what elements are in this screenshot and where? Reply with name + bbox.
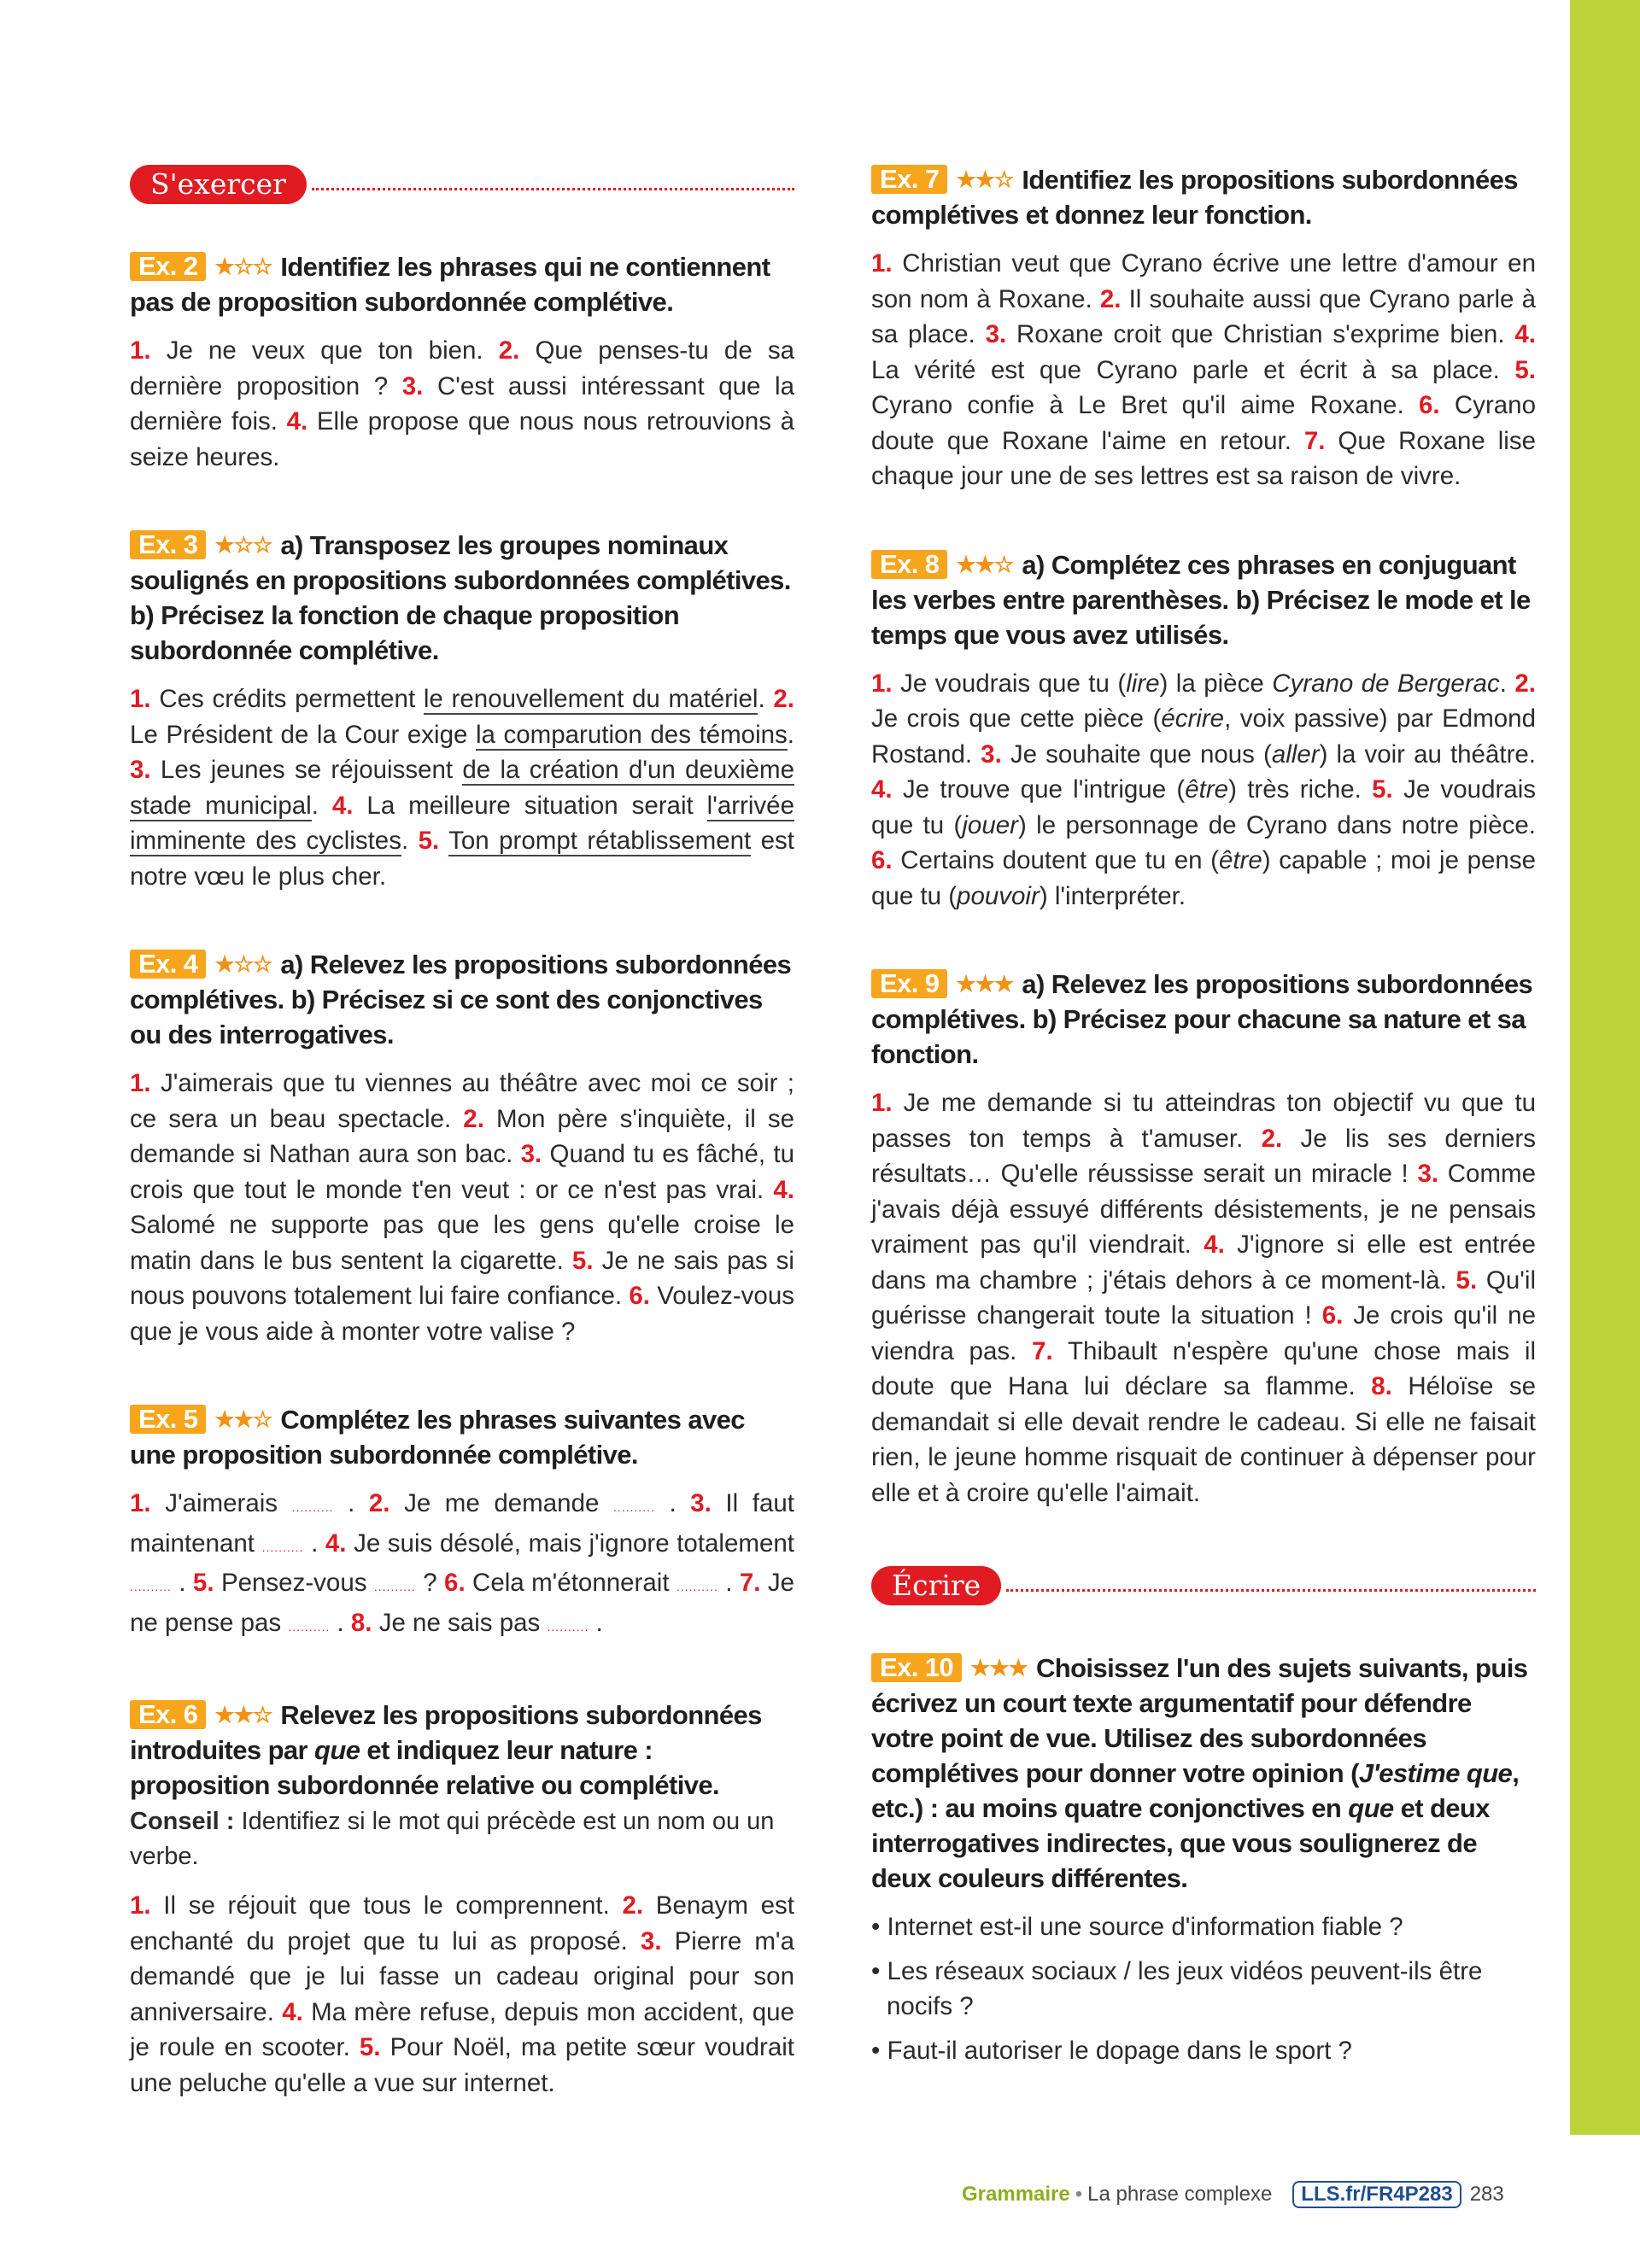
exercise-title (871, 967, 1536, 1072)
difficulty-stars-icon: ★☆☆ (214, 951, 272, 977)
exercise-title: Ex. 10 ★★★ Choisissez l'un des sujets suivants, puis écrivez un court texte argumentatif pour défendre votre point de vue. Utilisez des subordonnées complétives pour donner votre opinion (J'estime que, etc.) : au moins quatre conjonctives en que et deux interrogatives indirectes, que vous soulignerez de deux couleurs différentes. (871, 1652, 1528, 1893)
sentence: La vérité est que Cyrano parle et écrit à sa place. (871, 355, 1500, 384)
sentence: C'est aussi intéressant que la dernière fois. (130, 371, 795, 435)
exercise-badge: Ex. 7 (871, 165, 947, 194)
exercise-badge: Ex. 2 (130, 252, 206, 281)
exercise-title (130, 249, 794, 319)
page-footer (962, 2181, 1504, 2208)
list-item: • Faut-il autoriser le dopage dans le sport ? (871, 2033, 1536, 2069)
list-item: • Les réseaux sociaux / les jeux vidéos peuvent-ils être nocifs ? (871, 1954, 1536, 2025)
difficulty-stars-icon: ★★★ (956, 971, 1014, 997)
exercise-3 (130, 528, 794, 894)
blank-fill: .......... (612, 1500, 655, 1514)
difficulty-stars-icon: ★☆☆ (214, 532, 272, 558)
exercise-10 (871, 1651, 1536, 2068)
exercise-text: 1. Ces crédits permettent le renouvellement du matériel. 2. Le Président de la Cour exige la comparution des témoins. 3. Les jeunes se réjouissent de la création d'un deuxième stade municipal. 4. La meilleure situation serait l'arrivée imminente des cyclistes. 5. Ton prompt rétablissement est notre vœu le plus cher. (130, 685, 795, 891)
sentence: J'ignore si elle est entrée dans ma chambre ; j'étais dehors à ce moment-là. (871, 1230, 1536, 1295)
difficulty-stars-icon: ★★★ (970, 1655, 1028, 1681)
underlined-group: la comparution des témoins (475, 720, 788, 749)
section-dotted-rule (312, 188, 794, 190)
sentence: Qu'il guérisse changerait toute la situation ! (871, 1266, 1537, 1330)
blank-fill: .......... (373, 1580, 416, 1593)
left-column (130, 162, 794, 2154)
sentence: Il souhaite aussi que Cyrano parle à sa place. (871, 284, 1536, 348)
exercise-badge: Ex. 10 (871, 1653, 962, 1682)
sentence: Que Roxane lise chaque jour une de ses lettres est sa raison de vivre. (871, 426, 1536, 490)
sentence: Je ne veux que ton bien. (166, 336, 483, 365)
exercise-badge: Ex. 8 (871, 550, 947, 579)
exercise-7 (871, 162, 1536, 494)
exercise-badge: Ex. 4 (130, 950, 206, 979)
sentence: Il se réjouit que tous le comprennent. (163, 1891, 610, 1920)
sentence: Que penses-tu de sa dernière proposition ? (130, 336, 794, 400)
blank-fill: .......... (130, 1580, 172, 1593)
list-item: • Internet est-il une source d'information fiable ? (871, 1909, 1536, 1945)
sentence: Je crois qu'il ne viendra pas. (871, 1301, 1536, 1365)
footer-separator: • (1075, 2183, 1083, 2206)
exercise-title (130, 1402, 794, 1472)
blank-fill: .......... (261, 1540, 304, 1554)
exercise-badge: Ex. 3 (130, 530, 206, 559)
section-header-exercer (130, 162, 794, 207)
exercise-badge: Ex. 6 (130, 1700, 206, 1729)
exercise-instruction: a) Complétez ces phrases en conjuguant les verbes entre parenthèses. b) Précisez le mode et le temps que vous avez utilisés. (871, 549, 1531, 650)
exercise-title: Ex. 6 ★★☆ Relevez les propositions subordonnées introduites par que et indiquez leur nature : proposition subordonnée relative ou complétive. (130, 1699, 762, 1800)
sentence: Je lis ses derniers résultats… Qu'elle réussisse serait un miracle ! (871, 1124, 1536, 1188)
exercise-9 (871, 967, 1536, 1511)
exercise-text: 1. Je ne veux que ton bien. 2. Que penses-tu de sa dernière proposition ? 3. C'est aussi intéressant que la dernière fois. 4. Elle propose que nous nous retrouvions à seize heures. (130, 336, 795, 471)
underlined-group: le renouvellement du matériel (423, 685, 758, 713)
exercise-instruction: a) Relevez les propositions subordonnées complétives. b) Précisez pour chacune sa nature et sa fonction. (871, 969, 1533, 1069)
exercise-instruction: a) Transposez les groupes nominaux soulignés en propositions subordonnées complétives. b) Précisez la fonction de chaque proposition subordonnée complétive. (130, 530, 791, 665)
exercise-title (871, 162, 1536, 232)
sentence: Ma mère refuse, depuis mon accident, que je roule en scooter. (130, 1997, 794, 2061)
topic-list (871, 1909, 1536, 2068)
exercise-instruction: Identifiez les phrases qui ne contiennent pas de proposition subordonnée complétive. (130, 252, 770, 317)
difficulty-stars-icon: ★★☆ (956, 551, 1014, 577)
sentence: Quand tu es fâché, tu crois que tout le monde t'en veut : or ce n'est pas vrai. (130, 1140, 794, 1204)
sentence: Christian veut que Cyrano écrive une lettre d'amour en son nom à Roxane. (871, 249, 1536, 313)
sentence: Voulez-vous que je vous aide à monter votre valise ? (130, 1282, 794, 1346)
sentence: J'aimerais que tu viennes au théâtre avec moi ce soir ; ce sera un beau spectacle. (130, 1069, 794, 1133)
underlined-group: l'arrivée imminente des cyclistes (130, 791, 794, 855)
sentence: Benaym est enchanté du projet que tu lui as proposé. (130, 1891, 794, 1955)
exercise-text: 1. J'aimerais .......... . 2. Je me demande .......... . 3. Il faut maintenant .......... . 4. Je suis désolé, mais j'ignore totalement .......... . 5. Pensez-vous .......... ? 6. Cela m'étonnerait .......... . 7. Je ne pense pas .......... . 8. Je ne sais pas .......... . (130, 1489, 795, 1637)
sentence: Cyrano confie à Le Bret qu'il aime Roxane. (871, 391, 1404, 419)
footer-chapter: La phrase complexe (1087, 2183, 1273, 2206)
page-number: 283 (1469, 2183, 1504, 2206)
exercise-text: 1. Je voudrais que tu (lire) la pièce Cyrano de Bergerac. 2. Je crois que cette pièce (écrire, voix passive) par Edmond Rostand. 3. Je souhaite que nous (aller) la voir au théâtre. 4. Je trouve que l'intrigue (être) très riche. 5. Je voudrais que tu (jouer) le personnage de Cyrano dans notre pièce. 6. Certains doutent que tu en (être) capable ; moi je pense que tu (pouvoir) l'interpréter. (871, 669, 1537, 910)
sentence: Cyrano doute que Roxane l'aime en retour. (871, 391, 1536, 455)
exercise-instruction: Identifiez les propositions subordonnées complétives et donnez leur fonction. (871, 165, 1518, 230)
exercise-4 (130, 947, 794, 1349)
exercise-instruction: a) Relevez les propositions subordonnées complétives. b) Précisez si ce sont des conjonctives ou des interrogatives. (130, 950, 792, 1049)
right-column (871, 162, 1536, 2121)
section-title: S'exercer (130, 165, 307, 204)
section-header-ecrire (871, 1564, 1536, 1608)
sentence: Pour Noël, ma petite sœur voudrait une peluche qu'elle a vue sur internet. (130, 2033, 794, 2097)
exercise-8 (871, 547, 1536, 915)
section-title: Écrire (871, 1566, 1001, 1605)
sentence: Salomé ne supporte pas que les gens qu'elle croise le matin dans le bus sentent la cigarette. (130, 1211, 794, 1275)
sentence: Je ne sais pas si nous pouvons totalement lui faire confiance. (130, 1246, 794, 1310)
exercise-tip: Conseil : Identifiez si le mot qui précède est un nom ou un verbe. (130, 1808, 775, 1870)
difficulty-stars-icon: ★★☆ (214, 1406, 272, 1432)
footer-link[interactable]: LLS.fr/FR4P283 (1292, 2181, 1461, 2208)
sentence: Héloïse se demandait si elle devait rendre le cadeau. Si elle ne faisait rien, le jeune homme risquait de continuer à dépenser pour elle et à croire qu'elle l'aimait. (871, 1372, 1536, 1507)
exercise-text: 1. Il se réjouit que tous le comprennent. 2. Benaym est enchanté du projet que tu lui as proposé. 3. Pierre m'a demandé que je lui fasse un cadeau original pour son anniversaire. 4. Ma mère refuse, depuis mon accident, que je roule en scooter. 5. Pour Noël, ma petite sœur voudrait une peluche qu'elle a vue sur internet. (130, 1891, 794, 2097)
underlined-group: de la création d'un deuxième stade municipal (130, 756, 795, 820)
sentence: Mon père s'inquiète, il se demande si Nathan aura son bac. (130, 1104, 795, 1168)
sentence: Je me demande si tu atteindras ton objectif vu que tu passes ton temps à t'amuser. (871, 1089, 1536, 1153)
footer-section: Grammaire (962, 2183, 1070, 2206)
side-color-band (1570, 0, 1640, 2135)
exercise-5 (130, 1402, 794, 1645)
difficulty-stars-icon: ★★☆ (956, 167, 1014, 192)
difficulty-stars-icon: ★★☆ (214, 1702, 272, 1727)
sentence: Roxane croit que Christian s'exprime bien. (1016, 320, 1505, 348)
exercise-title (871, 547, 1536, 652)
blank-fill: .......... (676, 1580, 718, 1593)
sentence: Thibault n'espère qu'une chose mais il doute que Hana lui déclare sa flamme. (871, 1336, 1537, 1400)
section-dotted-rule (1006, 1589, 1536, 1592)
underlined-group: Ton prompt rétablissement (448, 827, 752, 855)
exercise-text: 1. J'aimerais que tu viennes au théâtre avec moi ce soir ; ce sera un beau spectacle. 2. Mon père s'inquiète, il se demande si Nathan aura son bac. 3. Quand tu es fâché, tu crois que tout le monde t'en veut : or ce n'est pas vrai. 4. Salomé ne supporte pas que les gens qu'elle croise le matin dans le bus sentent la cigarette. 5. Je ne sais pas si nous pouvons totalement lui faire confiance. 6. Voulez-vous que je vous aide à monter votre valise ? (130, 1069, 795, 1346)
exercise-badge: Ex. 9 (871, 969, 947, 998)
exercise-text: 1. Christian veut que Cyrano écrive une lettre d'amour en son nom à Roxane. 2. Il souhaite aussi que Cyrano parle à sa place. 3. Roxane croit que Christian s'exprime bien. 4. La vérité est que Cyrano parle et écrit à sa place. 5. Cyrano confie à Le Bret qu'il aime Roxane. 6. Cyrano doute que Roxane l'aime en retour. 7. Que Roxane lise chaque jour une de ses lettres est sa raison de vivre. (871, 249, 1536, 490)
difficulty-stars-icon: ★☆☆ (214, 254, 272, 279)
exercise-badge: Ex. 5 (130, 1405, 206, 1434)
exercise-title (130, 947, 794, 1052)
blank-fill: .......... (547, 1619, 589, 1634)
exercise-text: 1. Je me demande si tu atteindras ton objectif vu que tu passes ton temps à t'amuser. 2. Je lis ses derniers résultats… Qu'elle réussisse serait un miracle ! 3. Comme j'avais déjà essuyé différents désistements, je ne pensais vraiment pas qu'il viendrait. 4. J'ignore si elle est entrée dans ma chambre ; j'étais dehors à ce moment-là. 5. Qu'il guérisse changerait toute la situation ! 6. Je crois qu'il ne viendra pas. 7. Thibault n'espère qu'une chose mais il doute que Hana lui déclare sa flamme. 8. Héloïse se demandait si elle devait rendre le cadeau. Si elle ne faisait rien, le jeune homme risquait de continuer à dépenser pour elle et à croire qu'elle l'aimait. (871, 1089, 1537, 1507)
sentence: Elle propose que nous nous retrouvions à seize heures. (130, 407, 794, 471)
exercise-instruction: Complétez les phrases suivantes avec une proposition subordonnée complétive. (130, 1405, 745, 1470)
exercise-2 (130, 249, 794, 475)
sentence: Pierre m'a demandé que je lui fasse un cadeau original pour son anniversaire. (130, 1926, 794, 2026)
blank-fill: .......... (288, 1619, 331, 1634)
sentence: Comme j'avais déjà essuyé différents désistements, je ne pensais vraiment pas qu'il viendrait. (871, 1160, 1537, 1259)
exercise-title (130, 528, 794, 668)
blank-fill: .......... (291, 1500, 334, 1514)
exercise-6 (130, 1698, 794, 2101)
